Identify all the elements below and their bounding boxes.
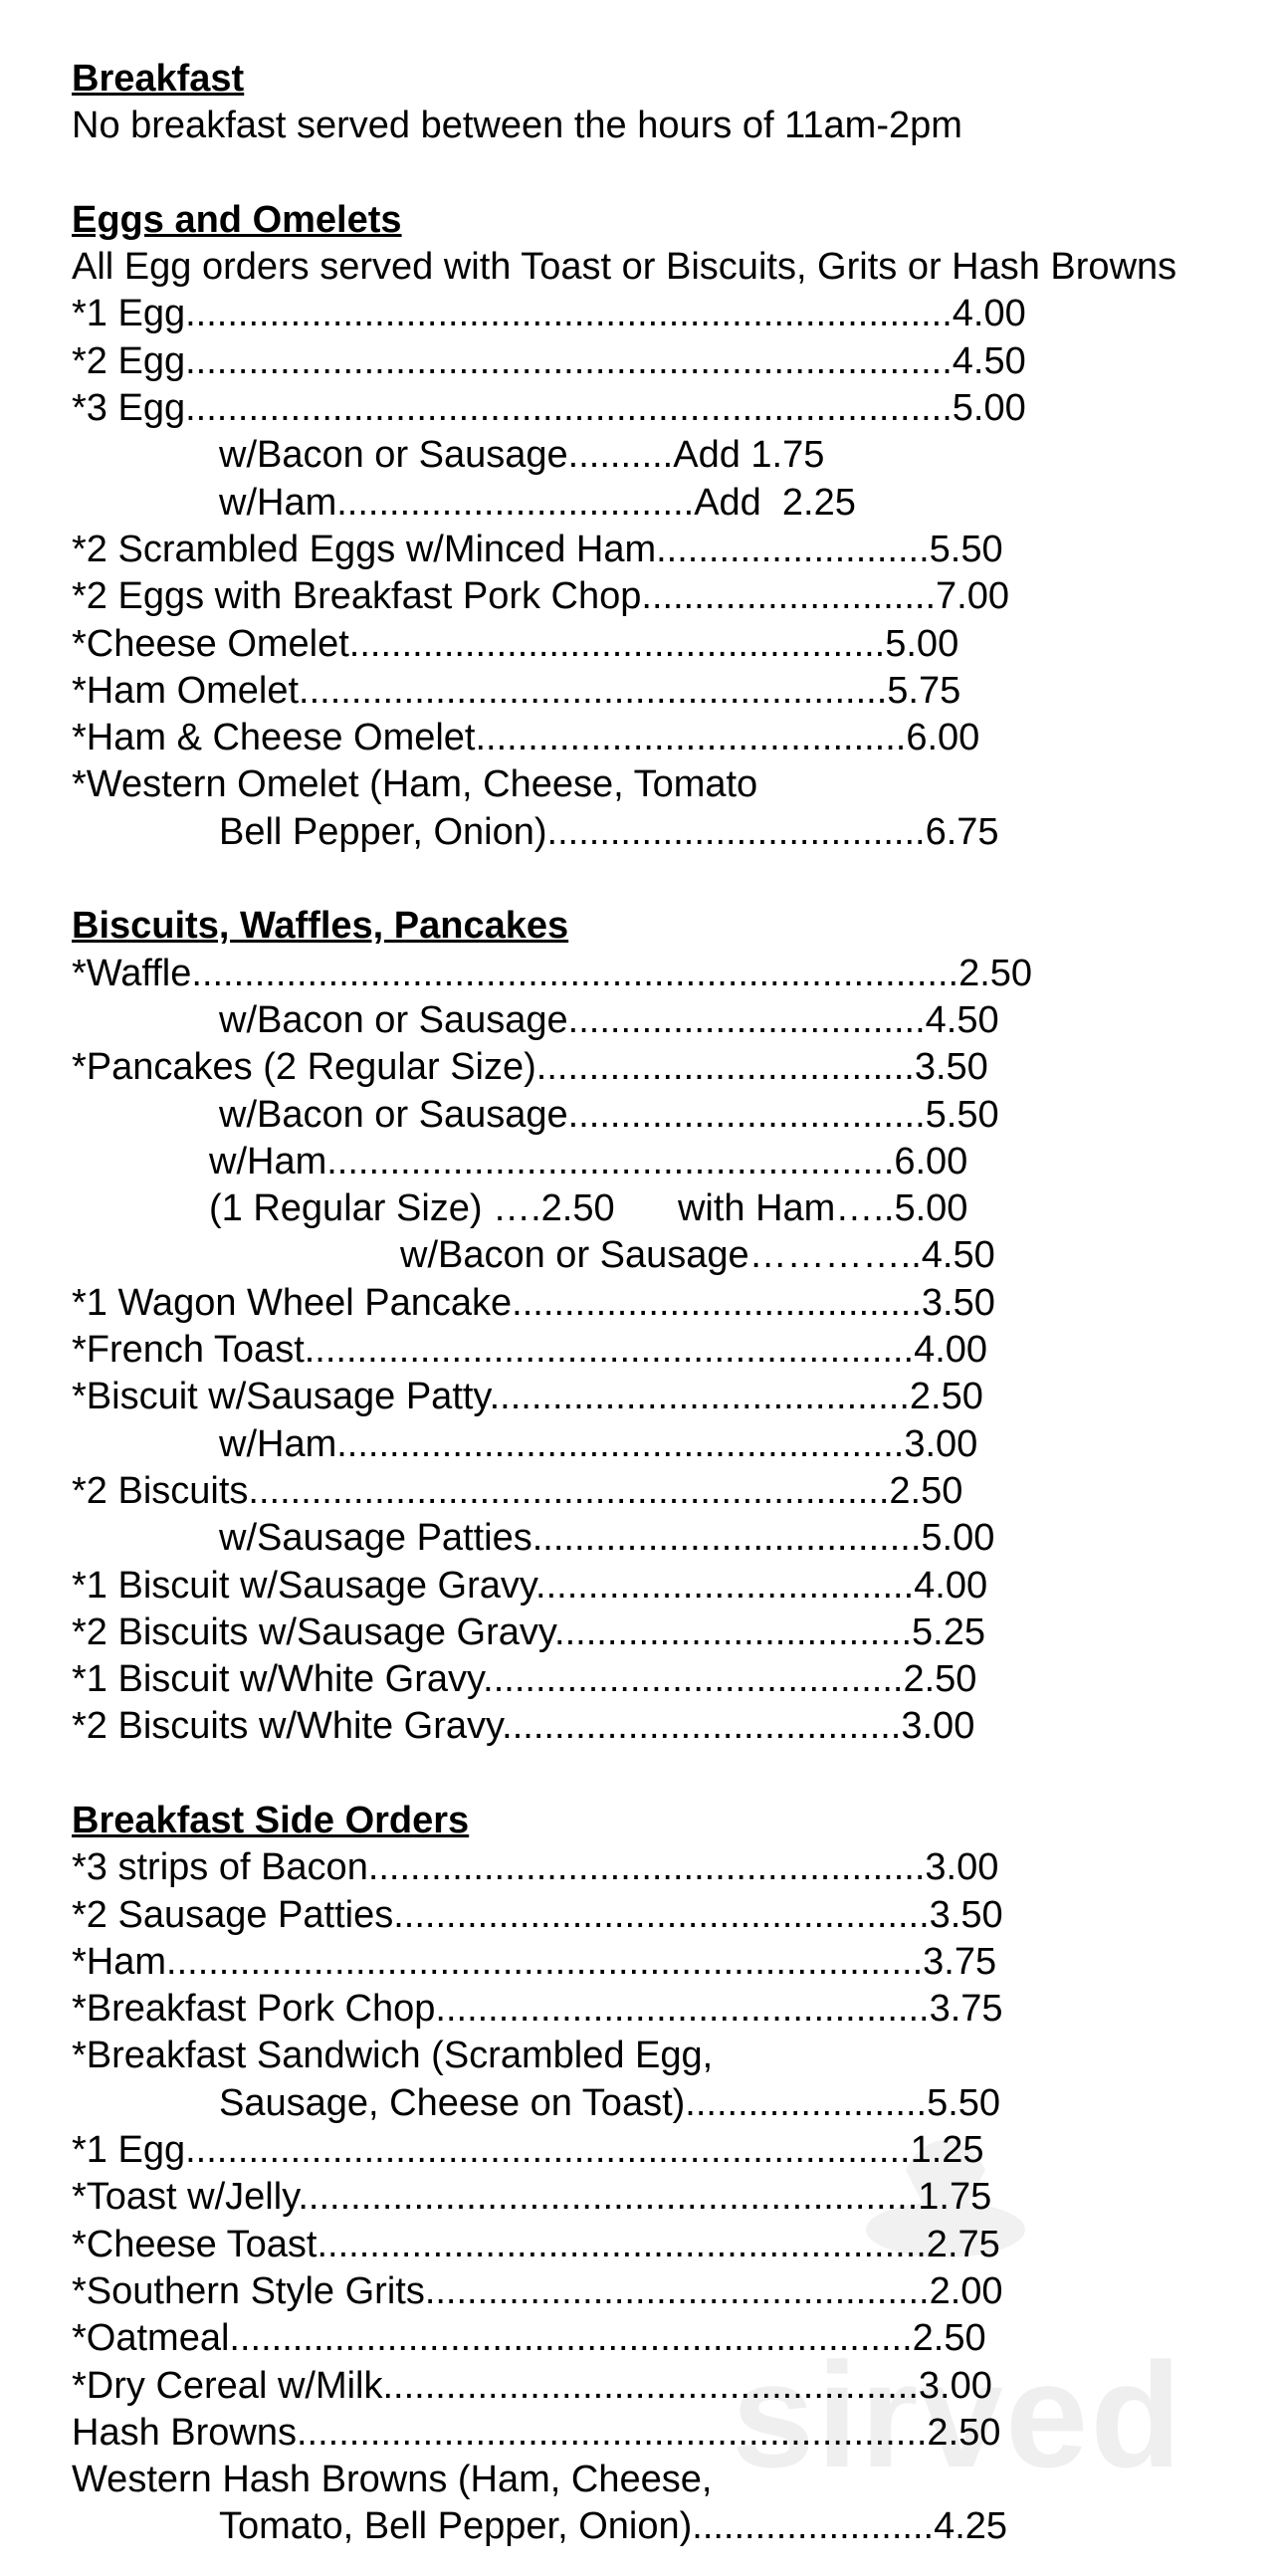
menu-item-addon: w/Bacon or Sausage..................................4.50: [219, 998, 999, 1041]
menu-item: *Southern Style Grits................................................2.00: [72, 2269, 1003, 2312]
menu-item-addon: (1 Regular Size) ….2.50 with Ham…..5.00: [209, 1187, 968, 1230]
menu-item: *Ham Omelet........................................................5.75: [72, 669, 961, 712]
menu-item-addon: w/Ham......................................................6.00: [209, 1140, 968, 1182]
menu-item: *1 Egg.....................................................................1.25: [72, 2129, 984, 2172]
menu-item: *2 Egg.........................................................................4.50: [72, 339, 1026, 382]
spacer: [72, 856, 1266, 903]
section-heading-biscuits: Biscuits, Waffles, Pancakes: [72, 905, 569, 948]
menu-item: *Cheese Toast..........................................................2.75: [72, 2223, 1000, 2265]
menu-item-continued: Tomato, Bell Pepper, Onion).......................4.25: [219, 2505, 1008, 2548]
breakfast-note: No breakfast served between the hours of 11am-2pm: [72, 105, 962, 147]
menu-item-addon: w/Bacon or Sausage…………..4.50: [400, 1234, 995, 1277]
menu-item: *Cheese Omelet...................................................5.00: [72, 622, 959, 665]
menu-item-continued: Sausage, Cheese on Toast).......................5.50: [219, 2081, 1001, 2124]
menu-item: *2 Sausage Patties...................................................3.50: [72, 1893, 1003, 1936]
spacer: [72, 1751, 1266, 1798]
menu-item: *1 Wagon Wheel Pancake.......................................3.50: [72, 1281, 995, 1324]
menu-item: *2 Biscuits.............................................................2.50: [72, 1469, 963, 1512]
section-heading-eggs: Eggs and Omelets: [72, 198, 402, 241]
menu-item: *Ham........................................................................3.75: [72, 1940, 997, 1983]
watermark-text: sirved: [732, 2331, 1183, 2498]
menu-item: *Toast w/Jelly...........................................................1.75: [72, 2176, 992, 2219]
menu-item: *2 Biscuits w/Sausage Gravy..................................5.25: [72, 1610, 985, 1653]
section-heading-breakfast: Breakfast: [72, 58, 245, 100]
menu-page: [72, 56, 1266, 2551]
menu-item: *2 Biscuits w/White Gravy......................................3.00: [72, 1705, 975, 1748]
menu-item: Hash Browns............................................................2.50: [72, 2411, 1001, 2454]
menu-item: *2 Eggs with Breakfast Pork Chop............................7.00: [72, 575, 1009, 618]
menu-item-continued: Bell Pepper, Onion)....................................6.75: [219, 810, 999, 853]
menu-item-addon: w/Ham......................................................3.00: [219, 1422, 978, 1465]
menu-item: Western Hash Browns (Ham, Cheese,: [72, 2459, 713, 2501]
menu-item: *Dry Cereal w/Milk...................................................3.00: [72, 2364, 992, 2407]
menu-item: *3 Egg.........................................................................5.00: [72, 387, 1026, 430]
watermark-icon: [846, 2110, 1045, 2309]
menu-item-addon: w/Sausage Patties.....................................5.00: [219, 1517, 995, 1560]
menu-item: *Breakfast Pork Chop...............................................3.75: [72, 1988, 1003, 2031]
menu-item: *Waffle.........................................................................2.50: [72, 952, 1033, 994]
menu-item: *French Toast..........................................................4.00: [72, 1329, 988, 1372]
menu-item: *1 Biscuit w/White Gravy........................................2.50: [72, 1658, 977, 1701]
menu-item: *3 strips of Bacon.....................................................3.00: [72, 1846, 999, 1889]
menu-item-addon: w/Bacon or Sausage..........Add 1.75: [219, 434, 825, 477]
section-heading-sides: Breakfast Side Orders: [72, 1799, 470, 1841]
menu-item: *Biscuit w/Sausage Patty........................................2.50: [72, 1376, 983, 1418]
eggs-note: All Egg orders served with Toast or Biscuits, Grits or Hash Browns: [72, 246, 1177, 289]
menu-item: *Pancakes (2 Regular Size)....................................3.50: [72, 1046, 988, 1089]
menu-item: *1 Biscuit w/Sausage Gravy....................................4.00: [72, 1564, 988, 1607]
menu-item-addon: w/Ham..................................Add 2.25: [219, 481, 856, 524]
menu-item: *Western Omelet (Ham, Cheese, Tomato: [72, 763, 758, 806]
menu-item-addon: w/Bacon or Sausage..................................5.50: [219, 1093, 999, 1136]
menu-item: *Ham & Cheese Omelet.........................................6.00: [72, 717, 980, 759]
menu-item: *2 Scrambled Eggs w/Minced Ham..........................5.50: [72, 528, 1003, 570]
menu-item: *Oatmeal.................................................................2.50: [72, 2317, 986, 2360]
menu-item: *Breakfast Sandwich (Scrambled Egg,: [72, 2035, 714, 2077]
menu-item: *1 Egg.........................................................................4.00: [72, 293, 1026, 335]
spacer: [72, 150, 1266, 197]
